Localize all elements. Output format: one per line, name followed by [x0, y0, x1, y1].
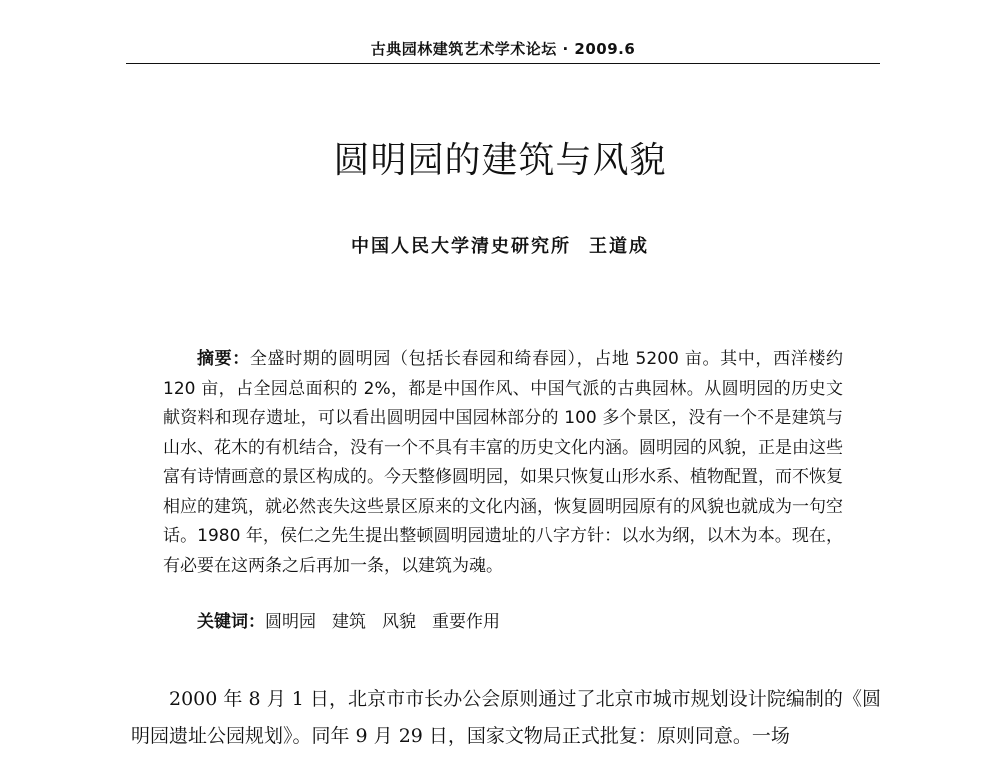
- article-title: 圆明园的建筑与风貌: [333, 140, 667, 181]
- keyword-item: 风貌: [382, 612, 416, 632]
- keywords-label: 关键词：: [197, 612, 265, 632]
- keyword-item: 建筑: [332, 612, 366, 632]
- abstract-label: 摘要：: [197, 349, 250, 369]
- keyword-item: 重要作用: [432, 612, 500, 632]
- body-paragraph: 2000 年 8 月 1 日，北京市市长办公会原则通过了北京市城市规划设计院编制的《圆明园遗址公园规划》。同年 9 月 29 日，国家文物局正式批复：原则同意。一场: [131, 688, 881, 747]
- author-affiliation: 中国人民大学清史研究所: [351, 236, 571, 257]
- keywords: [197, 608, 843, 637]
- abstract-text: 全盛时期的圆明园（包括长春园和绮春园），占地 5200 亩。其中，西洋楼约 120 亩，占全园总面积的 2%，都是中国作风、中国气派的古典园林。从圆明园的历史文献资料和现存遗址，可以看出圆明园中国园林部分的 100 多个景区，没有一个不是建筑与山水、花木的有机结合，没有一个不具有丰富的历史文化内涵。圆明园的风貌，正是由这些富有诗情画意的景区构成的。今天整修圆明园，如果只恢复山形水系、植物配置，而不恢复相应的建筑，就必然丧失这些景区原来的文化内涵，恢复圆明园原有的风貌也就成为一句空话。1980 年，侯仁之先生提出整顿圆明园遗址的八字方针：以水为纲，以木为本。现在，有必要在这两条之后再加一条，以建筑为魂。: [163, 349, 843, 576]
- keyword-item: 圆明园: [265, 612, 316, 632]
- author-name: 王道成: [589, 236, 649, 257]
- byline: [100, 233, 900, 261]
- running-header: 古典园林建筑艺术学术论坛 · 2009.6: [370, 40, 636, 58]
- abstract: [163, 345, 843, 581]
- header-rule: [126, 63, 880, 64]
